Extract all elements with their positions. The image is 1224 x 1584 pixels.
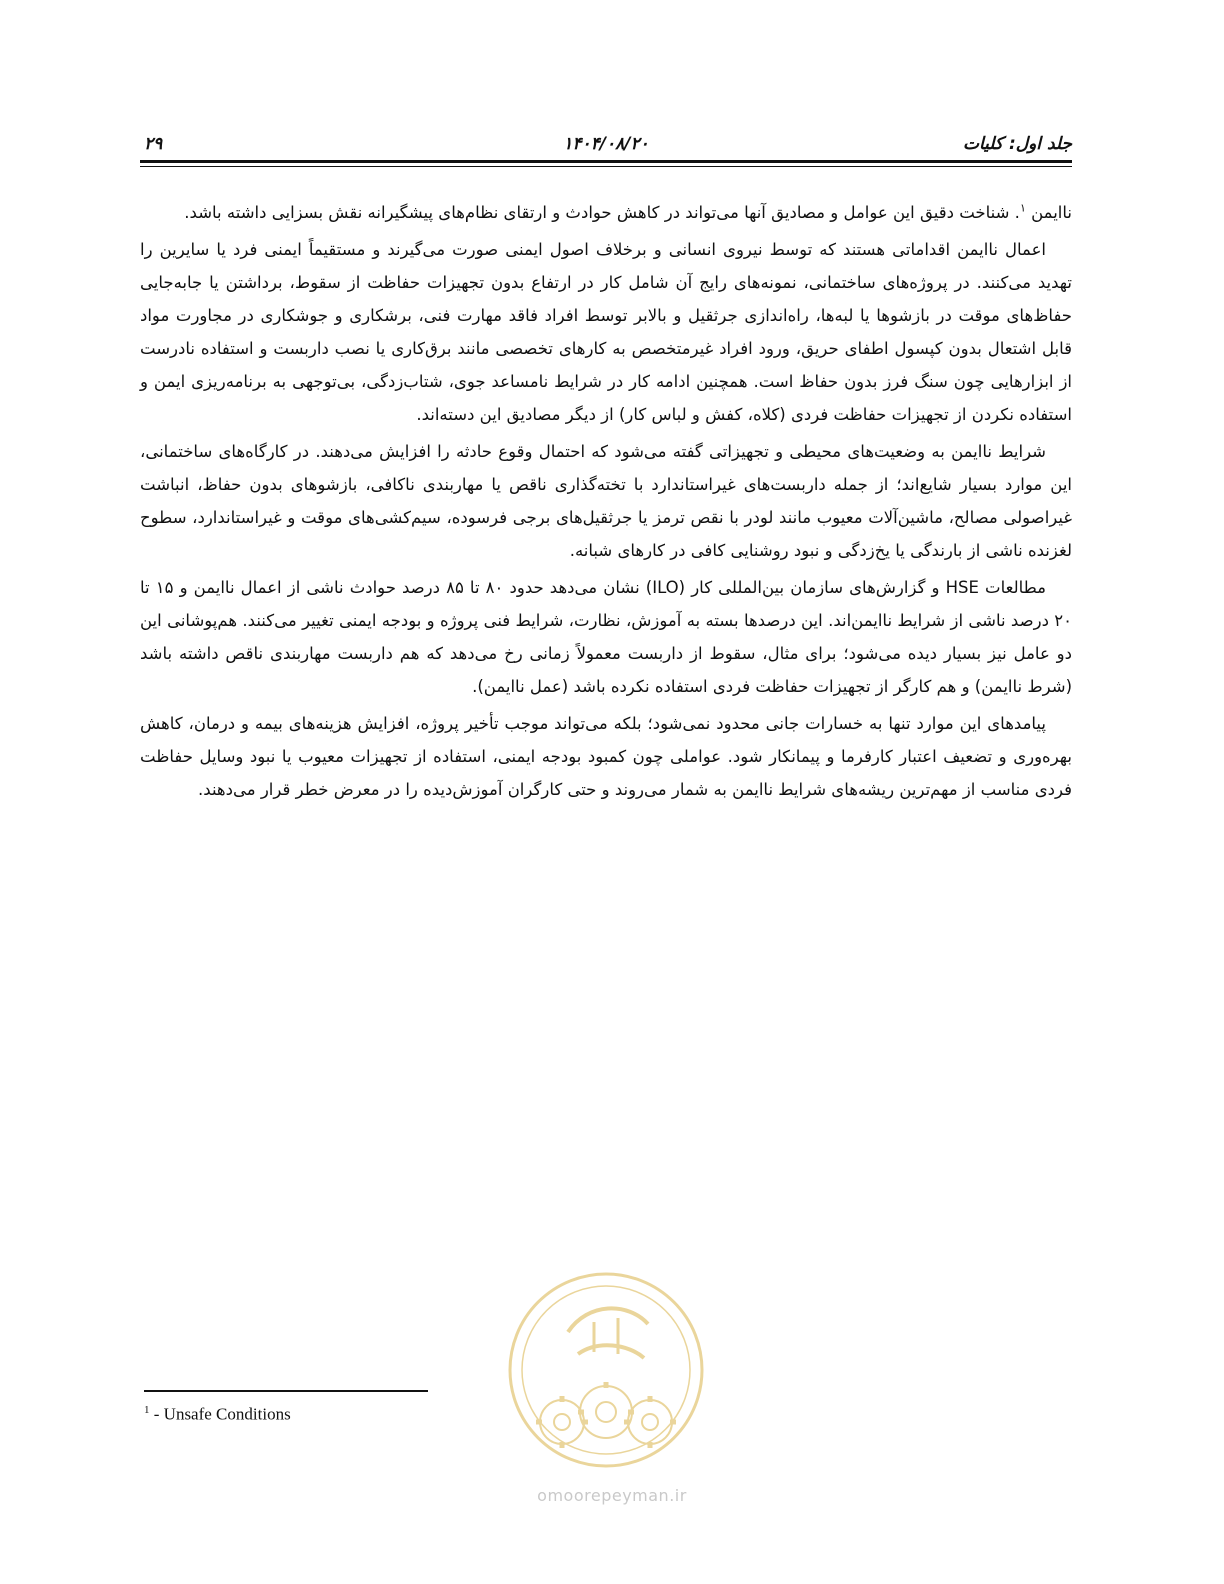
gear-seal-icon bbox=[498, 1262, 714, 1478]
footnote bbox=[144, 1404, 291, 1425]
page-number: ۲۹ bbox=[144, 134, 163, 154]
paragraph-4: مطالعات HSE و گزارش‌های سازمان بین‌المللی کار (ILO) نشان می‌دهد حدود ۸۰ تا ۸۵ درصد حوادث ناشی از اعمال ناایمن و ۱۵ تا ۲۰ درصد ناشی از شرایط ناایمن‌اند. این درصدها بسته به آموزش، نظارت، شرایط فنی پروژه و بودجه ایمنی تغییر می‌کنند. هم‌پوشانی این دو عامل نیز بسیار دیده می‌شود؛ برای مثال، سقوط از داربست معمولاً زمانی رخ می‌دهد که هم داربست مهاربندی ناقص داشته باشد (شرط ناایمن) و هم کارگر از تجهیزات حفاظت فردی استفاده نکرده باشد (عمل ناایمن). bbox=[140, 578, 1072, 696]
body-text bbox=[140, 196, 1072, 810]
watermark-logo bbox=[498, 1262, 714, 1478]
footnote-reference[interactable]: ۱ bbox=[1019, 201, 1026, 215]
paragraph-1: ناایمن $^۱$. شناخت دقیق این عوامل و مصادیق آنها می‌تواند در کاهش حوادث و ارتقای نظام‌های پیشگیرانه نقش بسزایی داشته باشد. bbox=[184, 201, 1072, 222]
footnote-number: 1 bbox=[144, 1404, 150, 1416]
header-date: ۱۴۰۴/۰۸/۲۰ bbox=[563, 134, 649, 154]
header-rule-thick bbox=[140, 160, 1072, 163]
paragraph-5: پیامدهای این موارد تنها به خسارات جانی محدود نمی‌شود؛ بلکه می‌تواند موجب تأخیر پروژه، افزایش هزینه‌های بیمه و درمان، کاهش بهره‌وری و تضعیف اعتبار کارفرما و پیمانکار شود. عواملی چون کمبود بودجه ایمنی، استفاده از تجهیزات معیوب یا نبود وسایل حفاظت فردی مناسب از مهم‌ترین ریشه‌های شرایط ناایمن به شمار می‌روند و حتی کارگران آموزش‌دیده را در معرض خطر قرار می‌دهند. bbox=[140, 714, 1072, 799]
paragraph-2: اعمال ناایمن اقداماتی هستند که توسط نیروی انسانی و برخلاف اصول ایمنی صورت می‌گیرند و مستقیماً ایمنی فرد یا سایرین را تهدید می‌کنند. در پروژه‌های ساختمانی، نمونه‌های رایج آن شامل کار در ارتفاع بدون تجهیزات حفاظت از سقوط، برداشتن یا جابه‌جایی حفاظ‌های موقت در بازشوها یا لبه‌ها، راه‌اندازی جرثقیل و بالابر توسط افراد فاقد مهارت فنی، برشکاری و جوشکاری در مجاورت مواد قابل اشتعال بدون کپسول اطفای حریق، ورود افراد غیرمتخصص به کارهای تخصصی مانند برق‌کاری یا نصب داربست و استفاده نادرست از ابزارهایی چون سنگ فرز بدون حفاظ است. همچنین ادامه کار در شرایط نامساعد جوی، شتاب‌زدگی، بی‌توجهی به برنامه‌ریزی ایمن و استفاده نکردن از تجهیزات حفاظت فردی (کلاه، کفش و لباس کار) از دیگر مصادیق این دسته‌اند. bbox=[140, 240, 1072, 424]
footnote-text: - Unsafe Conditions bbox=[149, 1404, 291, 1424]
header-rule-thin bbox=[140, 166, 1072, 167]
watermark-url: omoorepeyman.ir bbox=[537, 1486, 687, 1505]
paragraph-3: شرایط ناایمن به وضعیت‌های محیطی و تجهیزاتی گفته می‌شود که احتمال وقوع حادثه را افزایش می‌دهند. در کارگاه‌های ساختمانی، این موارد بسیار شایع‌اند؛ از جمله داربست‌های غیراستاندارد با تخته‌گذاری ناقص یا مهاربندی ناکافی، بازشوهای بدون حفاظ، انباشت غیراصولی مصالح، ماشین‌آلات معیوب مانند لودر با نقص ترمز یا جرثقیل‌های برجی فرسوده، سیم‌کشی‌های موقت و غیراستاندارد، سطوح لغزنده ناشی از بارندگی یا یخ‌زدگی و نبود روشنایی کافی در کارهای شبانه. bbox=[140, 442, 1072, 560]
running-title: جلد اول: کلیات bbox=[962, 134, 1072, 154]
page-header bbox=[140, 128, 1072, 162]
footnote-separator bbox=[144, 1390, 428, 1392]
